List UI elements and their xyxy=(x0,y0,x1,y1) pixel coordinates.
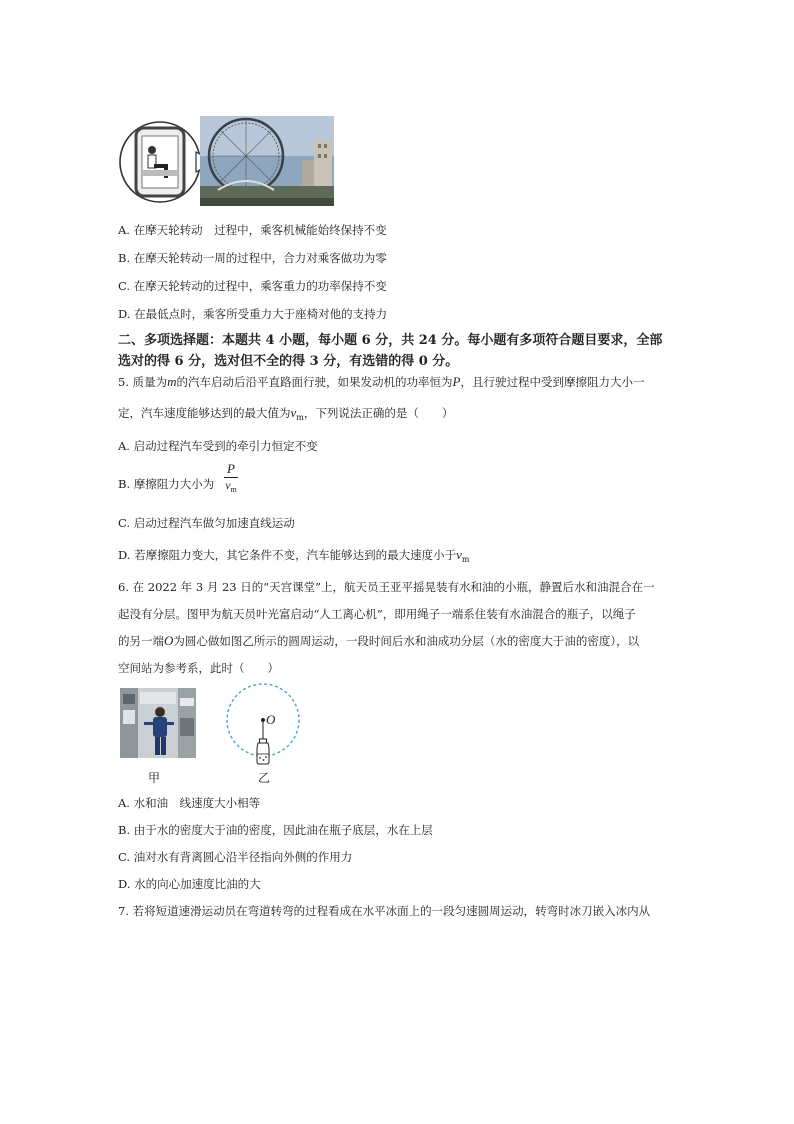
q4-option-b: B. 在摩天轮转动一周的过程中，合力对乘客做功为零 xyxy=(118,251,387,265)
q6-stem-line3 xyxy=(118,633,639,649)
fraction-denominator xyxy=(224,477,238,497)
circular-motion-diagram xyxy=(225,682,303,770)
mass-symbol: m xyxy=(167,374,177,389)
figure-jia-label: 甲 xyxy=(148,771,161,785)
q6-stem-line1: 6. 在 2022 年 3 月 23 日的“天宫课堂”上，航天员王亚平摇晃装有水和油的小瓶，静置后水和油混合在一 xyxy=(118,580,655,594)
q6-stem-line2: 起没有分层。图甲为航天员叶光富启动“人工离心机”，即用绳子一端系住装有水油混合的瓶子，以绳子 xyxy=(118,607,636,621)
velocity-symbol: v xyxy=(225,478,231,492)
q6-option-d: D. 水的向心加速度比油的大 xyxy=(118,877,261,891)
center-o-label: O xyxy=(266,712,276,727)
q5-option-a: A. 启动过程汽车受到的牵引力恒定不变 xyxy=(118,439,318,453)
q5-stem-text: ，且行驶过程中受到摩擦阻力大小一 xyxy=(460,375,645,389)
section-heading-line2: 选对的得 6 分，选对但不全的得 3 分，有选错的得 0 分。 xyxy=(118,354,459,369)
q4-option-c: C. 在摩天轮转动的过程中，乘客重力的功率保持不变 xyxy=(118,279,387,293)
figure-yi-label: 乙 xyxy=(258,771,271,785)
fraction-p-over-vm xyxy=(224,462,238,497)
velocity-symbol: v xyxy=(456,547,462,562)
q5-stem-text: 定，汽车速度能够达到的最大值为 xyxy=(118,406,291,420)
ferris-wheel-figure xyxy=(118,112,334,208)
q5-option-c: C. 启动过程汽车做匀加速直线运动 xyxy=(118,516,295,530)
q4-option-a: A. 在摩天轮转动 过程中，乘客机械能始终保持不变 xyxy=(118,223,387,237)
velocity-subscript: m xyxy=(296,413,304,422)
q5-stem-text: 5. 质量为 xyxy=(118,375,168,389)
center-symbol: O xyxy=(164,633,174,648)
q6-stem-line4: 空间站为参考系，此时（ ） xyxy=(118,661,279,675)
q5-stem-text: 的汽车启动后沿平直路面行驶，如果发动机的功率恒为 xyxy=(176,375,453,389)
q7-stem-line1: 7. 若将短道速滑运动员在弯道转弯的过程看成在水平冰面上的一段匀速圆周运动，转弯时冰刀嵌入冰内从 xyxy=(118,904,651,918)
velocity-subscript: m xyxy=(230,485,237,494)
power-symbol: P xyxy=(452,374,461,389)
q6-option-c: C. 油对水有背离圆心沿半径指向外侧的作用力 xyxy=(118,850,353,864)
velocity-symbol: v xyxy=(290,405,297,420)
section-heading-line1: 二、多项选择题：本题共 4 小题，每小题 6 分，共 24 分。每小题有多项符合题目要求，全部 xyxy=(118,333,663,348)
astronaut-photo xyxy=(120,688,196,758)
q6-option-a: A. 水和油 线速度大小相等 xyxy=(118,796,261,810)
q6-option-b: B. 由于水的密度大于油的密度，因此油在瓶子底层，水在上层 xyxy=(118,823,433,837)
q5-option-b: B. 摩擦阻力大小为 xyxy=(118,477,215,491)
q5-stem-line1 xyxy=(118,374,644,390)
q6-stem-text: 为圆心做如图乙所示的圆周运动，一段时间后水和油成功分层（水的密度大于油的密度），以 xyxy=(173,634,640,648)
q4-option-d: D. 在最低点时，乘客所受重力大于座椅对他的支持力 xyxy=(118,307,388,321)
q5-stem-text: ，下列说法正确的是（ ） xyxy=(303,406,454,420)
q6-stem-text: 的另一端 xyxy=(118,634,164,648)
q5-option-d xyxy=(118,547,470,564)
fraction-numerator: P xyxy=(227,461,235,476)
q5-option-d-text: D. 若摩擦阻力变大，其它条件不变，汽车能够达到的最大速度小于 xyxy=(118,548,457,562)
velocity-subscript: m xyxy=(461,555,470,564)
q5-stem-line2 xyxy=(118,405,453,422)
